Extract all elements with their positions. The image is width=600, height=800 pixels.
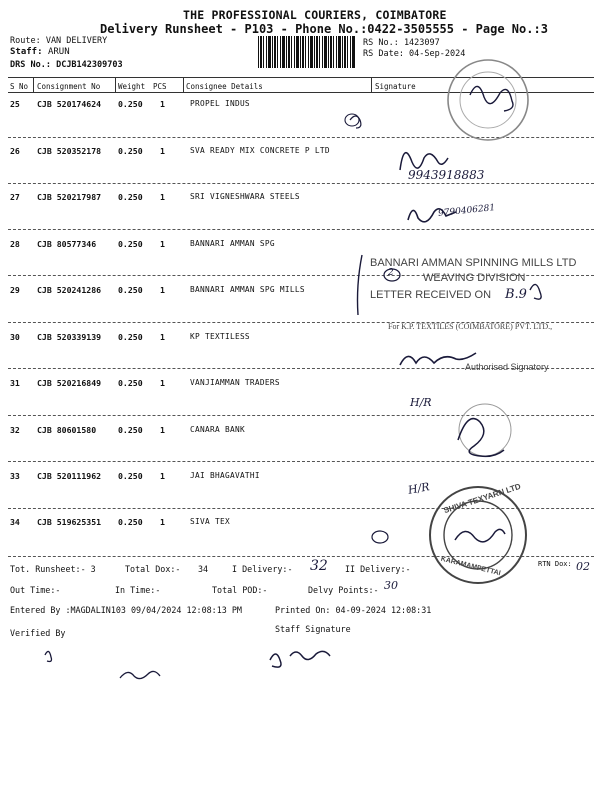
row-sno: 27 [10, 192, 20, 202]
row-pcs: 1 [160, 517, 165, 527]
row-weight: 0.250 [118, 146, 143, 156]
bannari-stamp-line3: LETTER RECEIVED ON [370, 289, 492, 301]
row-consignee: SRI VIGNESHWARA STEELS [190, 192, 300, 201]
in-time: In Time:- [115, 585, 161, 595]
row-consignee: VANJIAMMAN TRADERS [190, 378, 280, 387]
row-sno: 34 [10, 517, 20, 527]
tot-runsheet: Tot. Runsheet:- 3 [10, 564, 96, 574]
row-sno: 30 [10, 332, 20, 342]
siva-stamp-top-text: SHIVA TEXYARN LTD [442, 481, 522, 516]
col-header-pcs: PCS [153, 82, 167, 91]
row-consignee: SVA READY MIX CONCRETE P LTD [190, 146, 330, 155]
row-consignee: KP TEXTILESS [190, 332, 250, 341]
bannari-stamp-line1: BANNARI AMMAN SPINNING MILLS LTD [370, 257, 577, 269]
handwritten-hr-31: H/R [410, 396, 432, 409]
row-consignment-no: CJB 520111962 [37, 471, 102, 481]
signature-25 [470, 86, 513, 111]
verified-by: Verified By [10, 628, 66, 638]
staff-label: Staff: [10, 47, 43, 57]
row-pcs: 1 [160, 332, 165, 342]
row-consignment-no: CJB 80601580 [37, 425, 97, 435]
row-weight: 0.250 [118, 425, 143, 435]
row-consignee: BANNARI AMMAN SPG [190, 239, 275, 248]
kp-stamp-line1: For K.P. TEXTILES (COIMBATORE) PVT. LTD., [388, 322, 553, 331]
signature-29 [530, 284, 541, 299]
col-header-signature: Signature [375, 82, 416, 91]
row-consignee: PROPEL INDUS [190, 99, 250, 108]
staff-name: ARUN [47, 47, 70, 57]
handwritten-date-29: B.9 [505, 287, 527, 302]
row-consignee: BANNARI AMMAN SPG MILLS [190, 285, 305, 294]
row-consignee: SIVA TEX [190, 517, 230, 526]
row-consignment-no: CJB 520216849 [37, 378, 102, 388]
company-title: THE PROFESSIONAL COURIERS, COIMBATORE [183, 8, 447, 22]
signature-32 [458, 419, 504, 457]
row-weight: 0.250 [118, 239, 143, 249]
i-delivery-label: I Delivery:- [232, 564, 293, 574]
row-consignment-no: CJB 520241286 [37, 285, 102, 295]
rs-number: RS No.: 1423097 [363, 38, 440, 48]
row-pcs: 1 [160, 378, 165, 388]
row-consignment-no: CJB 520352178 [37, 146, 102, 156]
drs-number: DCJB142309703 [56, 60, 123, 70]
rtn-dox-label: RTN Dox: [538, 560, 572, 568]
row-weight: 0.250 [118, 378, 143, 388]
bracket-29 [358, 255, 363, 315]
handwritten-phone-27: 9790406281 [437, 203, 496, 219]
verified-mark [45, 651, 52, 661]
row-sno: 32 [10, 425, 20, 435]
row-pcs: 1 [160, 192, 165, 202]
handwritten-phone-26: 9943918883 [408, 168, 485, 182]
row-weight: 0.250 [118, 471, 143, 481]
row-weight: 0.250 [118, 517, 143, 527]
row-consignee: CANARA BANK [190, 425, 245, 434]
row-weight: 0.250 [118, 192, 143, 202]
row-consignment-no: CJB 520174624 [37, 99, 102, 109]
out-time: Out Time:- [10, 585, 61, 595]
i-delivery-handwritten: 32 [310, 558, 328, 574]
total-pod: Total POD:- [212, 585, 268, 595]
runsheet-line: Delivery Runsheet - P103 - Phone No.:0422-3505555 - Page No.:3 [100, 22, 548, 36]
row-consignment-no: CJB 80577346 [37, 239, 97, 249]
row-consignment-no: CJB 519625351 [37, 517, 102, 527]
bannari-stamp-line2: WEAVING DIVISION [423, 272, 526, 284]
rs-date: RS Date: 04-Sep-2024 [363, 49, 466, 59]
circle-34 [372, 531, 388, 543]
faint-stamp-32 [459, 404, 511, 456]
staff-signature-mark [270, 651, 330, 667]
col-header-consignment: Consignment No [37, 82, 101, 91]
row-consignment-no: CJB 520339139 [37, 332, 102, 342]
row-pcs: 1 [160, 146, 165, 156]
col-header-weight: Weight [118, 82, 146, 91]
verified-signature [120, 671, 160, 678]
row-pcs: 1 [160, 285, 165, 295]
row-sno: 25 [10, 99, 20, 109]
printed-on: Printed On: 04-09-2024 12:08:31 [275, 605, 432, 615]
entered-by: Entered By :MAGDALIN103 09/04/2024 12:08:13 PM [10, 605, 242, 615]
siva-stamp-bottom-text: KARAMAMPETTAI [440, 555, 502, 578]
delvy-points-label: Delvy Points:- [308, 585, 379, 595]
signature-34 [455, 529, 505, 541]
row-consignee: JAI BHAGAVATHI [190, 471, 260, 480]
row-consignment-no: CJB 520217987 [37, 192, 102, 202]
round-stamp-top-inner [460, 72, 516, 128]
ii-delivery-label: II Delivery:- [345, 564, 411, 574]
col-header-consignee: Consignee Details [186, 82, 263, 91]
handwritten-hr-33: H/R [407, 480, 431, 497]
drs-label: DRS No.: [10, 60, 51, 70]
row-pcs: 1 [160, 99, 165, 109]
total-dox-value: 34 [198, 564, 209, 574]
row-sno: 29 [10, 285, 20, 295]
handwritten-ordinal-29: 2 [388, 268, 394, 278]
rtn-dox-handwritten: 02 [576, 560, 590, 573]
total-dox-label: Total Dox:- [125, 564, 181, 574]
row-weight: 0.250 [118, 332, 143, 342]
row-pcs: 1 [160, 239, 165, 249]
row-weight: 0.250 [118, 99, 143, 109]
delvy-points-handwritten: 30 [384, 579, 398, 592]
row-pcs: 1 [160, 425, 165, 435]
row-sno: 28 [10, 239, 20, 249]
row-pcs: 1 [160, 471, 165, 481]
row-sno: 33 [10, 471, 20, 481]
kp-stamp-line2: Authorised Signatory [465, 362, 549, 372]
row-weight: 0.250 [118, 285, 143, 295]
row-sno: 26 [10, 146, 20, 156]
staff-signature-label: Staff Signature [275, 624, 351, 634]
row-sno: 31 [10, 378, 20, 388]
col-header-sno: S No [10, 82, 29, 91]
circle-25 [345, 114, 359, 126]
route-label: Route: VAN DELIVERY [10, 36, 108, 46]
